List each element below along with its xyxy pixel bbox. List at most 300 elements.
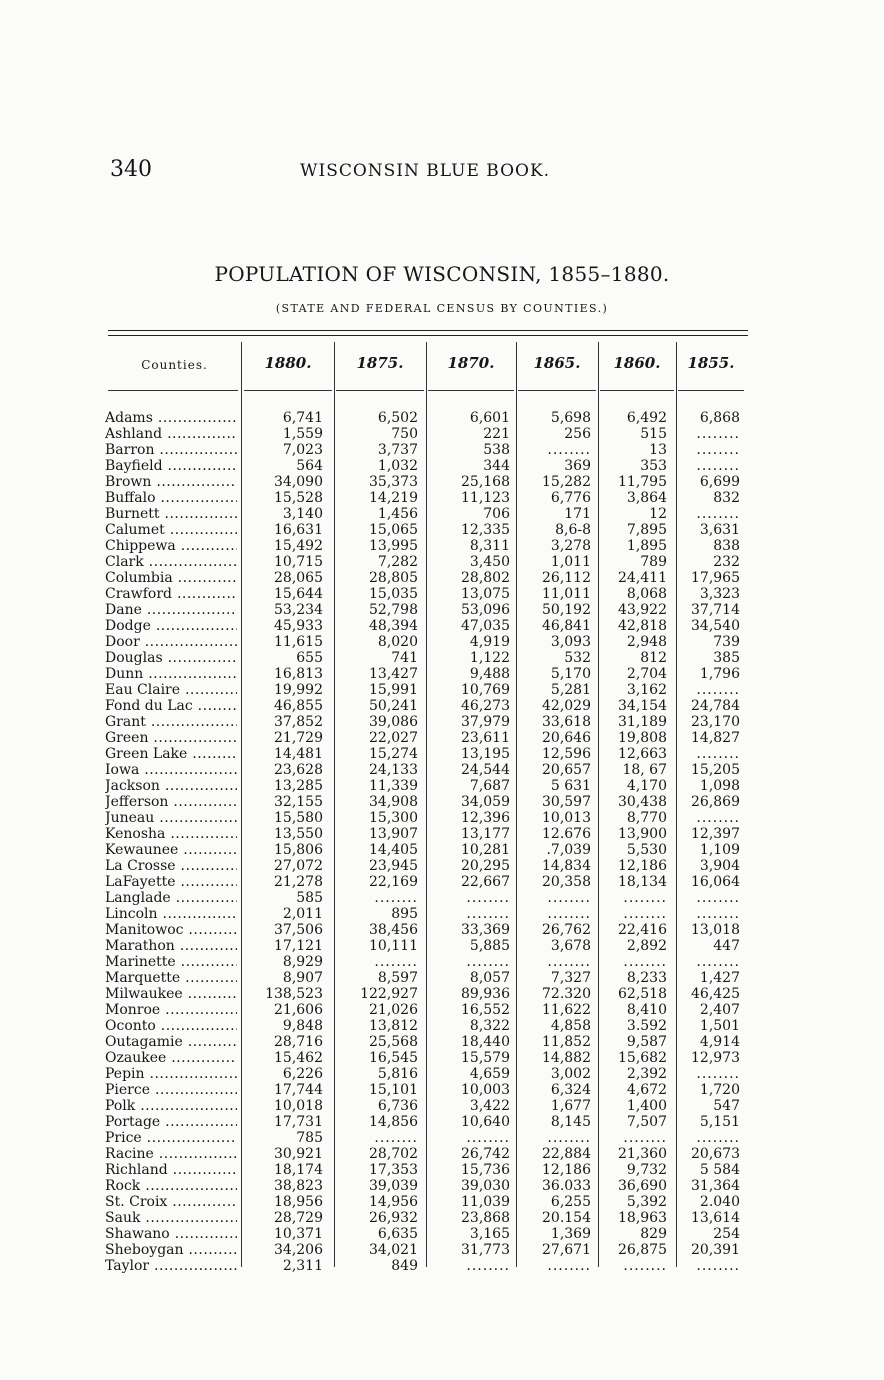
pop-1880: 15,528: [274, 490, 323, 506]
pop-1855: 739: [713, 634, 740, 650]
pop-1875: 16,545: [369, 1050, 418, 1066]
pop-1880: 21,729: [274, 730, 323, 746]
pop-1855: 385: [713, 650, 740, 666]
pop-1855: ........: [696, 890, 740, 906]
county-name: Rock .....: [105, 1178, 237, 1194]
county-name: Calumet .....: [105, 522, 237, 538]
pop-1875: 11,339: [369, 778, 418, 794]
header-underline: [678, 390, 744, 391]
pop-1870: 5,885: [469, 938, 510, 954]
table-row: [0, 730, 884, 746]
county-name: Marquette .....: [105, 970, 237, 986]
county-name: Marathon .....: [105, 938, 237, 954]
pop-1860: 2,392: [626, 1066, 667, 1082]
table-row: [0, 794, 884, 810]
county-name: Green Lake .....: [105, 746, 237, 762]
pop-1875: 23,945: [369, 858, 418, 874]
table-row: [0, 746, 884, 762]
table-row: [0, 426, 884, 442]
table-row: [0, 1226, 884, 1242]
pop-1865: 5 631: [550, 778, 591, 794]
pop-1880: 34,206: [274, 1242, 323, 1258]
pop-1880: 28,716: [274, 1034, 323, 1050]
pop-1880: 10,715: [274, 554, 323, 570]
table-row: [0, 970, 884, 986]
pop-1860: 12,186: [618, 858, 667, 874]
pop-1875: 14,856: [369, 1114, 418, 1130]
pop-1855: 13,018: [691, 922, 740, 938]
header-underline: [336, 390, 424, 391]
pop-1870: 8,311: [469, 538, 510, 554]
pop-1865: 11,622: [542, 1002, 591, 1018]
pop-1855: ........: [696, 682, 740, 698]
pop-1865: 72.320: [542, 986, 591, 1002]
pop-1870: ........: [466, 1258, 510, 1274]
pop-1870: 22,667: [461, 874, 510, 890]
pop-1870: 28,802: [461, 570, 510, 586]
table-subtitle: (STATE AND FEDERAL CENSUS BY COUNTIES.): [275, 302, 609, 315]
header-1860: 1860.: [613, 354, 661, 372]
pop-1880: 45,933: [274, 618, 323, 634]
pop-1855: ........: [696, 1130, 740, 1146]
pop-1880: 28,729: [274, 1210, 323, 1226]
pop-1860: 13: [649, 442, 667, 458]
county-name: St. Croix .....: [105, 1194, 237, 1210]
pop-1855: 20,391: [691, 1242, 740, 1258]
pop-1880: 6,226: [282, 1066, 323, 1082]
pop-1870: 89,936: [461, 986, 510, 1002]
pop-1870: 10,640: [461, 1114, 510, 1130]
pop-1865: 6,255: [550, 1194, 591, 1210]
pop-1870: 26,742: [461, 1146, 510, 1162]
pop-1870: 12,396: [461, 810, 510, 826]
pop-1855: ........: [696, 442, 740, 458]
pop-1880: 138,523: [265, 986, 323, 1002]
pop-1865: 12,186: [542, 1162, 591, 1178]
pop-1865: 12,596: [542, 746, 591, 762]
pop-1855: ........: [696, 506, 740, 522]
table-row: [0, 1114, 884, 1130]
pop-1855: 1,098: [699, 778, 740, 794]
pop-1860: 19,808: [618, 730, 667, 746]
pop-1855: 254: [713, 1226, 740, 1242]
pop-1880: 30,921: [274, 1146, 323, 1162]
pop-1870: 9,488: [469, 666, 510, 682]
table-row: [0, 698, 884, 714]
pop-1865: ........: [547, 906, 591, 922]
pop-1865: 5,281: [550, 682, 591, 698]
county-name: Fond du Lac .....: [105, 698, 237, 714]
pop-1865: 1,369: [550, 1226, 591, 1242]
pop-1865: 12.676: [542, 826, 591, 842]
pop-1880: 23,628: [274, 762, 323, 778]
pop-1865: 42,029: [542, 698, 591, 714]
table-row: [0, 506, 884, 522]
pop-1870: 538: [483, 442, 510, 458]
pop-1875: 15,065: [369, 522, 418, 538]
county-name: Burnett .....: [105, 506, 237, 522]
table-row: [0, 826, 884, 842]
pop-1860: 3,162: [626, 682, 667, 698]
county-name: Portage .....: [105, 1114, 237, 1130]
county-name: Outagamie .....: [105, 1034, 237, 1050]
table-row: [0, 778, 884, 794]
table-row: [0, 1066, 884, 1082]
pop-1855: 37,714: [691, 602, 740, 618]
pop-1880: 18,956: [274, 1194, 323, 1210]
pop-1880: 6,741: [282, 410, 323, 426]
county-name: Kenosha .....: [105, 826, 237, 842]
book-title: WISCONSIN BLUE BOOK.: [300, 161, 551, 181]
county-name: Richland .....: [105, 1162, 237, 1178]
table-row: [0, 1018, 884, 1034]
county-name: Iowa .....: [105, 762, 237, 778]
pop-1880: 14,481: [274, 746, 323, 762]
pop-1855: ........: [696, 1066, 740, 1082]
table-row: [0, 1002, 884, 1018]
pop-1855: 6,868: [699, 410, 740, 426]
pop-1860: 7,895: [626, 522, 667, 538]
pop-1860: 5,530: [626, 842, 667, 858]
table-row: [0, 938, 884, 954]
pop-1860: ........: [623, 954, 667, 970]
pop-1865: 1,011: [550, 554, 591, 570]
header-counties: Counties.: [141, 358, 208, 372]
pop-1875: 122,927: [360, 986, 418, 1002]
pop-1880: 9,848: [282, 1018, 323, 1034]
pop-1875: 1,456: [377, 506, 418, 522]
pop-1870: 1,122: [469, 650, 510, 666]
county-name: Barron .....: [105, 442, 237, 458]
table-row: [0, 1146, 884, 1162]
pop-1865: 30,597: [542, 794, 591, 810]
pop-1880: 17,731: [274, 1114, 323, 1130]
table-row: [0, 442, 884, 458]
table-row: [0, 954, 884, 970]
pop-1855: 3,323: [699, 586, 740, 602]
county-name: La Crosse .....: [105, 858, 237, 874]
pop-1870: 15,579: [461, 1050, 510, 1066]
pop-1870: 11,123: [461, 490, 510, 506]
table-row: [0, 858, 884, 874]
pop-1865: 6,324: [550, 1082, 591, 1098]
pop-1870: 25,168: [461, 474, 510, 490]
pop-1865: 6,776: [550, 490, 591, 506]
pop-1865: 11,011: [542, 586, 591, 602]
county-name: Green .....: [105, 730, 237, 746]
pop-1865: 3,678: [550, 938, 591, 954]
pop-1880: 17,744: [274, 1082, 323, 1098]
table-row: [0, 570, 884, 586]
pop-1865: 8,145: [550, 1114, 591, 1130]
pop-1870: 46,273: [461, 698, 510, 714]
pop-1875: 5,816: [377, 1066, 418, 1082]
pop-1865: 256: [564, 426, 591, 442]
county-name: Polk .....: [105, 1098, 237, 1114]
table-row: [0, 586, 884, 602]
pop-1860: 8,770: [626, 810, 667, 826]
pop-1870: 10,769: [461, 682, 510, 698]
pop-1870: ........: [466, 954, 510, 970]
pop-1855: 46,425: [691, 986, 740, 1002]
pop-1875: 14,405: [369, 842, 418, 858]
county-name: Columbia .....: [105, 570, 237, 586]
pop-1855: 20,673: [691, 1146, 740, 1162]
pop-1860: 18,963: [618, 1210, 667, 1226]
pop-1865: ........: [547, 442, 591, 458]
table-row: [0, 602, 884, 618]
pop-1875: ........: [374, 890, 418, 906]
pop-1865: 3,278: [550, 538, 591, 554]
pop-1855: 12,397: [691, 826, 740, 842]
county-name: Sheboygan .....: [105, 1242, 237, 1258]
pop-1880: 8,907: [282, 970, 323, 986]
table-row: [0, 666, 884, 682]
pop-1870: 23,868: [461, 1210, 510, 1226]
pop-1865: 36.033: [542, 1178, 591, 1194]
pop-1870: ........: [466, 890, 510, 906]
pop-1855: ........: [696, 1258, 740, 1274]
pop-1860: 7,507: [626, 1114, 667, 1130]
county-name: Bayfield .....: [105, 458, 237, 474]
pop-1870: 15,736: [461, 1162, 510, 1178]
pop-1880: 15,462: [274, 1050, 323, 1066]
pop-1860: 11,795: [618, 474, 667, 490]
pop-1880: 16,813: [274, 666, 323, 682]
pop-1865: 26,762: [542, 922, 591, 938]
pop-1870: 13,075: [461, 586, 510, 602]
county-name: Lincoln .....: [105, 906, 237, 922]
pop-1860: 789: [640, 554, 667, 570]
table-row: [0, 650, 884, 666]
pop-1875: 48,394: [369, 618, 418, 634]
pop-1860: 5,392: [626, 1194, 667, 1210]
pop-1865: 369: [564, 458, 591, 474]
pop-1875: 750: [391, 426, 418, 442]
pop-1880: 785: [296, 1130, 323, 1146]
pop-1855: 2.040: [699, 1194, 740, 1210]
pop-1875: 10,111: [369, 938, 418, 954]
pop-1875: 35,373: [369, 474, 418, 490]
table-row: [0, 810, 884, 826]
pop-1865: 171: [564, 506, 591, 522]
table-row: [0, 1034, 884, 1050]
pop-1855: ........: [696, 458, 740, 474]
pop-1880: 37,852: [274, 714, 323, 730]
pop-1860: 1,400: [626, 1098, 667, 1114]
pop-1870: 7,687: [469, 778, 510, 794]
table-row: [0, 1162, 884, 1178]
pop-1875: 13,427: [369, 666, 418, 682]
county-name: Dunn .....: [105, 666, 237, 682]
pop-1870: 13,177: [461, 826, 510, 842]
table-row: [0, 874, 884, 890]
county-name: Ozaukee .....: [105, 1050, 237, 1066]
pop-1855: ........: [696, 746, 740, 762]
county-name: Juneau .....: [105, 810, 237, 826]
pop-1870: 53,096: [461, 602, 510, 618]
county-name: Taylor .....: [105, 1258, 237, 1274]
pop-1875: 13,812: [369, 1018, 418, 1034]
pop-1860: 2,892: [626, 938, 667, 954]
pop-1870: 47,035: [461, 618, 510, 634]
pop-1860: 9,732: [626, 1162, 667, 1178]
table-row: [0, 890, 884, 906]
pop-1875: 39,086: [369, 714, 418, 730]
pop-1865: 20,646: [542, 730, 591, 746]
pop-1870: 10,281: [461, 842, 510, 858]
pop-1860: 42,818: [618, 618, 667, 634]
pop-1855: 547: [713, 1098, 740, 1114]
pop-1875: ........: [374, 954, 418, 970]
pop-1865: 33,618: [542, 714, 591, 730]
pop-1870: ........: [466, 906, 510, 922]
pop-1875: 39,039: [369, 1178, 418, 1194]
pop-1865: ........: [547, 1258, 591, 1274]
pop-1870: 31,773: [461, 1242, 510, 1258]
pop-1860: 18,134: [618, 874, 667, 890]
pop-1855: 17,965: [691, 570, 740, 586]
pop-1870: 24,544: [461, 762, 510, 778]
pop-1860: 62,518: [618, 986, 667, 1002]
county-name: Oconto .....: [105, 1018, 237, 1034]
pop-1865: 7,327: [550, 970, 591, 986]
county-name: Kewaunee .....: [105, 842, 237, 858]
pop-1875: 34,908: [369, 794, 418, 810]
pop-1875: 6,502: [377, 410, 418, 426]
pop-1860: 22,416: [618, 922, 667, 938]
pop-1870: ........: [466, 1130, 510, 1146]
pop-1870: 3,450: [469, 554, 510, 570]
table-row: [0, 522, 884, 538]
pop-1875: 15,274: [369, 746, 418, 762]
pop-1860: 24,411: [618, 570, 667, 586]
county-name: Pierce .....: [105, 1082, 237, 1098]
pop-1865: ........: [547, 1130, 591, 1146]
pop-1865: ........: [547, 954, 591, 970]
pop-1875: 8,597: [377, 970, 418, 986]
pop-1880: 13,285: [274, 778, 323, 794]
pop-1865: 5,698: [550, 410, 591, 426]
pop-1875: 52,798: [369, 602, 418, 618]
pop-1860: 6,492: [626, 410, 667, 426]
pop-1880: 18,174: [274, 1162, 323, 1178]
pop-1870: 33,369: [461, 922, 510, 938]
pop-1880: 1,559: [282, 426, 323, 442]
pop-1860: 34,154: [618, 698, 667, 714]
pop-1880: 10,018: [274, 1098, 323, 1114]
pop-1870: 344: [483, 458, 510, 474]
pop-1855: 838: [713, 538, 740, 554]
pop-1855: 23,170: [691, 714, 740, 730]
pop-1860: 8,233: [626, 970, 667, 986]
pop-1880: 8,929: [282, 954, 323, 970]
top-rule-second: [108, 335, 748, 336]
pop-1880: 7,023: [282, 442, 323, 458]
pop-1860: ........: [623, 906, 667, 922]
pop-1880: 21,278: [274, 874, 323, 890]
county-name: Chippewa .....: [105, 538, 237, 554]
county-name: Racine .....: [105, 1146, 237, 1162]
table-row: [0, 906, 884, 922]
pop-1875: 25,568: [369, 1034, 418, 1050]
table-row: [0, 1050, 884, 1066]
pop-1875: 26,932: [369, 1210, 418, 1226]
pop-1855: 2,407: [699, 1002, 740, 1018]
county-name: Dodge .....: [105, 618, 237, 634]
pop-1855: 13,614: [691, 1210, 740, 1226]
pop-1880: 13,550: [274, 826, 323, 842]
pop-1855: 14,827: [691, 730, 740, 746]
table-row: [0, 554, 884, 570]
pop-1860: 829: [640, 1226, 667, 1242]
pop-1880: 564: [296, 458, 323, 474]
pop-1865: 14,834: [542, 858, 591, 874]
pop-1855: 447: [713, 938, 740, 954]
pop-1855: 1,720: [699, 1082, 740, 1098]
pop-1860: 31,189: [618, 714, 667, 730]
county-name: Dane .....: [105, 602, 237, 618]
pop-1860: 15,682: [618, 1050, 667, 1066]
pop-1875: 14,956: [369, 1194, 418, 1210]
table-row: [0, 1098, 884, 1114]
table-row: [0, 1178, 884, 1194]
pop-1860: 8,068: [626, 586, 667, 602]
pop-1870: 18,440: [461, 1034, 510, 1050]
table-row: [0, 474, 884, 490]
county-name: Eau Claire .....: [105, 682, 237, 698]
pop-1865: 5,170: [550, 666, 591, 682]
pop-1870: 39,030: [461, 1178, 510, 1194]
pop-1880: 2,011: [282, 906, 323, 922]
pop-1875: 13,995: [369, 538, 418, 554]
table-row: [0, 922, 884, 938]
pop-1855: 6,699: [699, 474, 740, 490]
pop-1865: 50,192: [542, 602, 591, 618]
table-row: [0, 986, 884, 1002]
county-name: Grant .....: [105, 714, 237, 730]
pop-1855: 24,784: [691, 698, 740, 714]
county-name: Langlade .....: [105, 890, 237, 906]
pop-1875: 15,300: [369, 810, 418, 826]
pop-1880: 27,072: [274, 858, 323, 874]
pop-1860: 2,704: [626, 666, 667, 682]
county-name: Price .....: [105, 1130, 237, 1146]
pop-1855: 15,205: [691, 762, 740, 778]
county-name: Sauk .....: [105, 1210, 237, 1226]
pop-1875: 1,032: [377, 458, 418, 474]
pop-1870: 8,057: [469, 970, 510, 986]
pop-1875: 28,702: [369, 1146, 418, 1162]
county-name: Marinette .....: [105, 954, 237, 970]
pop-1855: 12,973: [691, 1050, 740, 1066]
pop-1880: 19,992: [274, 682, 323, 698]
table-row: [0, 1242, 884, 1258]
table-row: [0, 618, 884, 634]
pop-1855: 34,540: [691, 618, 740, 634]
pop-1860: 812: [640, 650, 667, 666]
pop-1875: 15,991: [369, 682, 418, 698]
header-1875: 1875.: [356, 354, 404, 372]
pop-1860: 13,900: [618, 826, 667, 842]
pop-1860: 2,948: [626, 634, 667, 650]
county-name: Milwaukee .....: [105, 986, 237, 1002]
county-name: Buffalo .....: [105, 490, 237, 506]
pop-1875: 895: [391, 906, 418, 922]
county-name: Monroe .....: [105, 1002, 237, 1018]
pop-1860: 36,690: [618, 1178, 667, 1194]
pop-1875: 849: [391, 1258, 418, 1274]
